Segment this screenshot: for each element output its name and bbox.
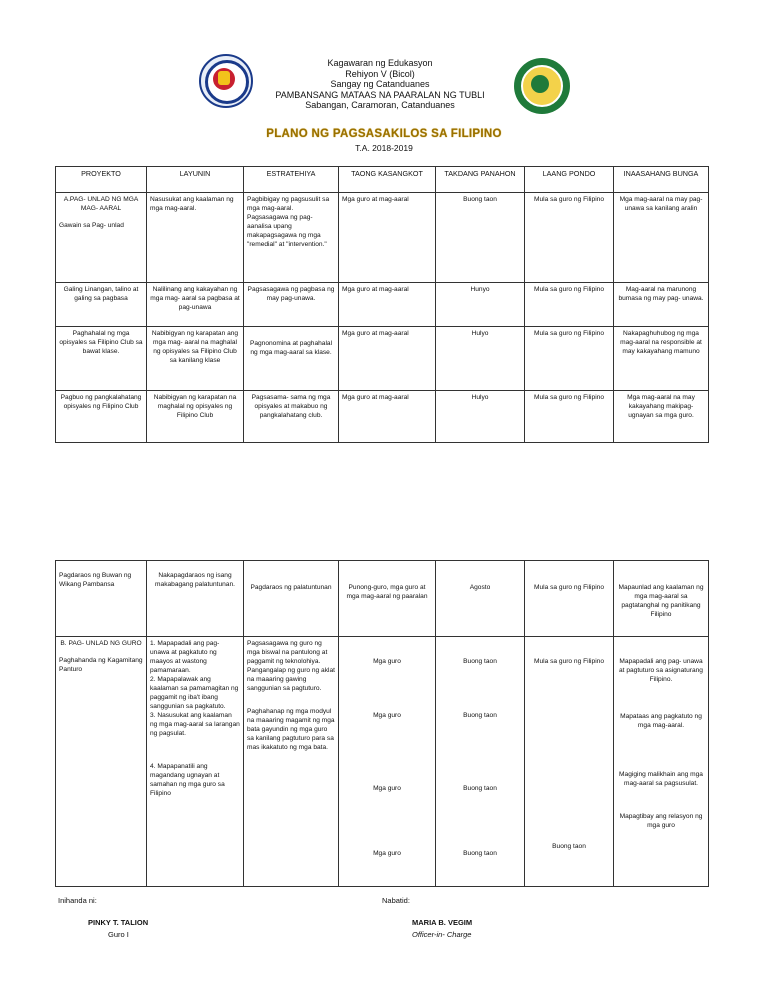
action-plan-table-1: [55, 166, 709, 443]
column-header: ESTRATEHIYA: [244, 167, 339, 193]
participant-item: Mga guro: [373, 658, 401, 665]
letterhead-line: Rehiyon V (Bicol): [345, 68, 415, 79]
noted-by-name: MARIA B. VEGIM: [412, 918, 473, 927]
cell-laang-pondo: Mula sa guro ng Filipino: [525, 193, 614, 283]
objective-item: 1. Mapapadali ang pag- unawa at pagkatuto ng maayos at wastong pamamaraan.: [150, 640, 220, 674]
cell-takdang-panahon: Agosto: [436, 561, 525, 637]
project-subheading: Paghahanda ng Kagamitang Panturo: [59, 657, 143, 673]
cell-estratehiya: [244, 193, 339, 283]
cell-layunin: Nabibigyan ng karapatan na maghalal ng opisyales ng Filipino Club: [147, 391, 244, 443]
cell-estratehiya: [244, 637, 339, 887]
cell-layunin: [147, 637, 244, 887]
table-row: [56, 193, 709, 283]
letterhead-line: Kagawaran ng Edukasyon: [327, 58, 433, 68]
cell-takdang-panahon: Hulyo: [436, 327, 525, 391]
document-title: PLANO NG PAGSASAKILOS SA FILIPINO: [266, 128, 502, 140]
cell-inaasahang-bunga: Mga mag-aaral na may pag-unawa sa kanilang aralin: [614, 193, 709, 283]
cell-inaasahang-bunga: Mapaunlad ang kaalaman ng mga mag-aaral sa pagtatanghal ng panitikang Filipino: [614, 561, 709, 637]
outcome-item: Mapataas ang pagkatuto ng mga mag-aaral.: [620, 713, 702, 729]
strategy-text: Pagsasagawa ng pag-aanalisa upang makapagsagawa ng mga "remedial" at "intervention.": [247, 214, 327, 248]
deped-seal-logo: [199, 54, 253, 108]
cell-proyekto: Paghahalal ng mga opisyales sa Filipino Club sa bawat klase.: [56, 327, 147, 391]
cell-inaasahang-bunga: [614, 637, 709, 887]
cell-proyekto: Pagbuo ng pangkalahatang opisyales ng Filipino Club: [56, 391, 147, 443]
noted-by-label: Nabatid:: [382, 896, 410, 905]
cell-proyekto: Galing Linangan, talino at galing sa pagbasa: [56, 283, 147, 327]
objective-item: 2. Mapapalawak ang kaalaman sa pamamagitan ng paggamit ng iba't ibang sanggunian sa pagkatuto.: [150, 676, 239, 710]
prepared-by-label: Inihanda ni:: [58, 896, 97, 905]
timeframe-item: Buong taon: [463, 658, 497, 665]
outcome-item: Mapagtibay ang relasyon ng mga guro: [619, 813, 703, 829]
cell-layunin: Nasusukat ang kaalaman ng mga mag-aaral.: [147, 193, 244, 283]
objective-item: 3. Nasusukat ang kaalaman ng mga mag-aaral sa larangan ng pagsulat.: [150, 712, 240, 737]
cell-estratehiya: Pagsasama- sama ng mga opisyales at makabuo ng pangkalahatang club.: [244, 391, 339, 443]
school-year: T.A. 2018-2019: [355, 143, 413, 153]
timeframe-item: Buong taon: [463, 850, 497, 857]
column-header: LAYUNIN: [147, 167, 244, 193]
fund-item: Mula sa guro ng Filipino: [533, 658, 604, 665]
cell-proyekto: Pagdaraos ng Buwan ng Wikang Pambansa: [56, 561, 147, 637]
cell-laang-pondo: Mula sa guro ng Filipino: [525, 283, 614, 327]
column-header: TAONG KASANGKOT: [339, 167, 436, 193]
cell-takdang-panahon: Buong taon: [436, 193, 525, 283]
table-row: [56, 327, 709, 391]
strategy-item: Pagsasagawa ng guro ng mga biswal na pantulong at paggamit ng teknolohiya.: [247, 640, 328, 665]
participant-item: Mga guro: [373, 712, 401, 719]
table-header-row: [56, 167, 709, 193]
letterhead-line: Sabangan, Caramoran, Catanduanes: [305, 100, 455, 110]
school-seal-logo: [514, 58, 570, 114]
fund-item: Buong taon: [552, 843, 586, 850]
cell-inaasahang-bunga: Mga mag-aaral na may kakayahang makipag-ugnayan sa mga guro.: [614, 391, 709, 443]
timeframe-item: Buong taon: [463, 785, 497, 792]
cell-proyekto: [56, 637, 147, 887]
cell-laang-pondo: [525, 637, 614, 887]
cell-laang-pondo: Mula sa guro ng Filipino: [525, 561, 614, 637]
outcome-item: Mapapadali ang pag- unawa at pagtuturo sa asignaturang Filipino.: [619, 658, 703, 683]
cell-taong-kasangkot: Mga guro at mag-aaral: [339, 327, 436, 391]
cell-layunin: Nabibigyan ng karapatan ang mga mag- aaral na maghalal ng opisyales sa Filipino Club sa kanilang klase: [147, 327, 244, 391]
column-header: LAANG PONDO: [525, 167, 614, 193]
outcome-item: Magiging malikhain ang mga mag-aaral sa pagsusulat.: [619, 771, 703, 787]
cell-takdang-panahon: Hulyo: [436, 391, 525, 443]
cell-inaasahang-bunga: Mag-aaral na marunong bumasa ng may pag- unawa.: [614, 283, 709, 327]
project-subheading: Gawain sa Pag- unlad: [59, 222, 124, 229]
letterhead-line: PAMBANSANG MATAAS NA PAARALAN NG TUBLI: [275, 89, 485, 100]
table-row: [56, 283, 709, 327]
table-row: [56, 561, 709, 637]
action-plan-table-2: [55, 560, 709, 887]
strategy-item: Pangangalap ng guro ng aklat na maaaring gawing sanggunian sa pagtuturo.: [247, 667, 335, 692]
noted-by-role: Officer-in- Charge: [412, 930, 472, 939]
participant-item: Mga guro: [373, 785, 401, 792]
letterhead-line: Sangay ng Catanduanes: [330, 79, 430, 89]
cell-estratehiya: Pagsasagawa ng pagbasa ng may pag-unawa.: [244, 283, 339, 327]
cell-inaasahang-bunga: Nakapaghuhubog ng mga mag-aaral na responsible at may kakayahang mamuno: [614, 327, 709, 391]
cell-taong-kasangkot: Mga guro at mag-aaral: [339, 193, 436, 283]
cell-estratehiya: Pagdaraos ng palatuntunan: [244, 561, 339, 637]
cell-taong-kasangkot: Mga guro at mag-aaral: [339, 283, 436, 327]
column-header: TAKDANG PANAHON: [436, 167, 525, 193]
cell-laang-pondo: Mula sa guro ng Filipino: [525, 391, 614, 443]
cell-takdang-panahon: [436, 637, 525, 887]
cell-taong-kasangkot: Mga guro at mag-aaral: [339, 391, 436, 443]
cell-layunin: Nalilinang ang kakayahan ng mga mag- aaral sa pagbasa at pag-unawa: [147, 283, 244, 327]
project-heading: A.PAG- UNLAD NG MGA MAG- AARAL: [63, 196, 139, 212]
cell-taong-kasangkot: Punong-guro, mga guro at mga mag-aaral ng paaralan: [339, 561, 436, 637]
participant-item: Mga guro: [373, 850, 401, 857]
project-heading: B. PAG- UNLAD NG GURO: [60, 640, 142, 647]
prepared-by-role: Guro I: [108, 930, 129, 939]
timeframe-item: Buong taon: [463, 712, 497, 719]
cell-taong-kasangkot: [339, 637, 436, 887]
cell-proyekto: [56, 193, 147, 283]
cell-estratehiya: Pagnonomina at paghahalal ng mga mag-aaral sa klase.: [244, 327, 339, 391]
column-header: INAASAHANG BUNGA: [614, 167, 709, 193]
strategy-item: Paghahanap ng mga modyul na maaaring magamit ng mga bata gayundin ng mga guro sa kanilang pagtuturo para sa mas ikakatuto ng mga bata.: [247, 708, 335, 751]
cell-layunin: Nakapagdaraos ng isang makabagang palatuntunan.: [147, 561, 244, 637]
strategy-text: Pagbibigay ng pagsusulit sa mga mag-aaral.: [247, 196, 330, 212]
prepared-by-name: PINKY T. TALION: [88, 918, 149, 927]
letterhead: [250, 58, 510, 111]
cell-takdang-panahon: Hunyo: [436, 283, 525, 327]
objective-item: 4. Mapapanatili ang magandang ugnayan at samahan ng mga guro sa Filipino: [150, 763, 225, 797]
table-row: [56, 391, 709, 443]
table-row: [56, 637, 709, 887]
column-header: PROYEKTO: [56, 167, 147, 193]
cell-laang-pondo: Mula sa guro ng Filipino: [525, 327, 614, 391]
